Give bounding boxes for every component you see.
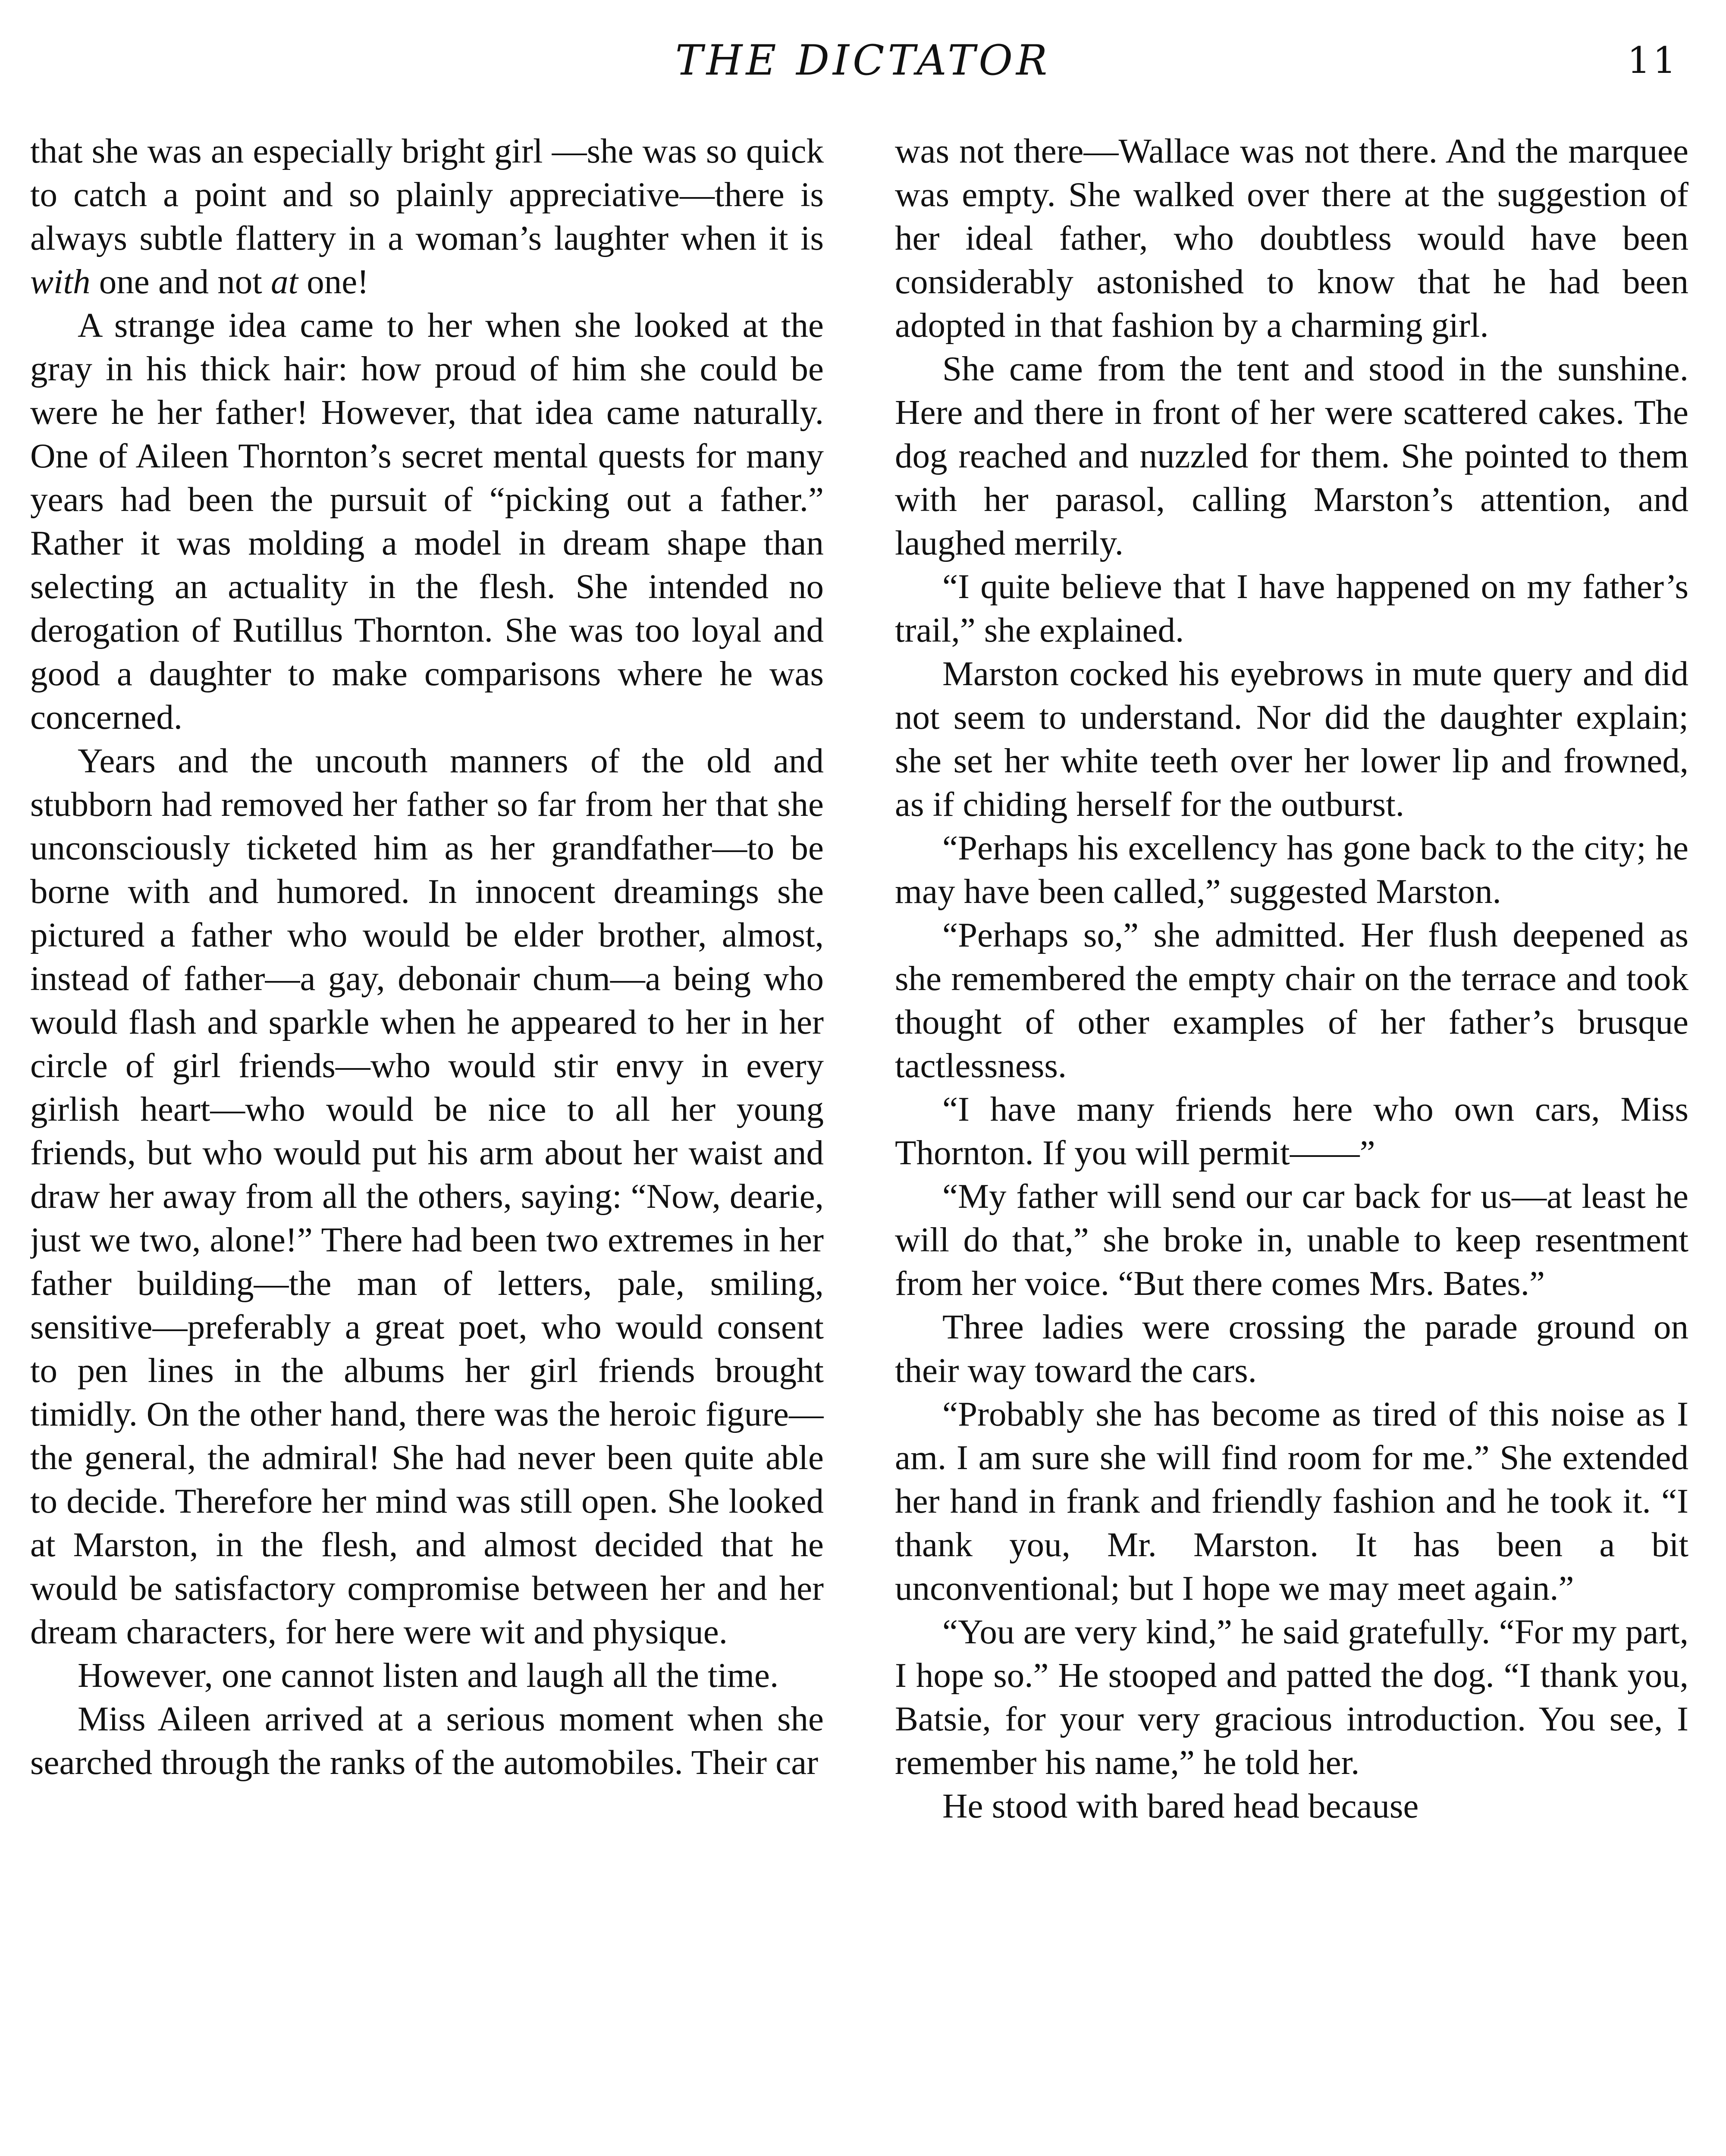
paragraph [895,1610,1688,1784]
text-run: However, one cannot listen and laugh all the time. [78,1656,779,1695]
paragraph [895,1392,1688,1610]
text-run: “Perhaps his excellency has gone back to the city; he may have been called,” suggested Marston. [895,828,1688,911]
text-run: was not there—Wallace was not there. And the marquee was empty. She walked over there at the suggestion of her ideal father, who doubtless would have been considerably astonished to know that he had been adopted in that fashion by a charming girl. [895,132,1688,345]
text-run: one and not [90,262,271,301]
text-run: “My father will send our car back for us—at least he will do that,” she broke in, unable to keep resentment from her voice. “But there comes Mrs. Bates.” [895,1177,1688,1303]
paragraph [895,1784,1688,1828]
text-run: “Perhaps so,” she admitted. Her flush deepened as she remembered the empty chair on the terrace and took thought of other examples of her father’s brusque tactlessness. [895,915,1688,1085]
paragraph [30,1654,824,1697]
paragraph [30,304,824,739]
paragraph [895,1087,1688,1175]
paragraph [895,652,1688,826]
text-run: “I quite believe that I have happened on my father’s trail,” she explained. [895,567,1688,649]
text-run: Miss Aileen arrived at a serious moment when she searched through the ranks of the automobiles. Their car [30,1699,824,1782]
left-column [30,129,824,2156]
paragraph [895,1305,1688,1392]
text-run: He stood with bared head because [942,1786,1419,1825]
paragraph [895,565,1688,652]
right-column [895,129,1688,2156]
paragraph [895,1175,1688,1305]
paragraph [30,129,824,304]
paragraph [895,129,1688,347]
text-columns [0,129,1726,2156]
page-header [0,34,1726,95]
text-run: that she was an especially bright girl —she was so quick to catch a point and so plainly appreciative—there is always subtle flattery in a woman’s laughter when it is [30,132,824,257]
text-run: “You are very kind,” he said gratefully. “For my part, I hope so.” He stooped and patted the dog. “I thank you, Batsie, for your very gracious introduction. You see, I remember his name,” he told her. [895,1612,1688,1782]
paragraph [895,913,1688,1087]
paragraph [30,1697,824,1784]
text-run: Years and the uncouth manners of the old and stubborn had removed her father so far from her that she unconsciously ticketed him as her grandfather—to be borne with and humored. In innocent dreamings she pictured a father who would be elder brother, almost, instead of father—a gay, debonair chum—a being who would flash and sparkle when he appeared to her in her circle of girl friends—who would stir envy in every girlish heart—who would be nice to all her young friends, but who would put his arm about her waist and draw her away from all the others, saying: “Now, dearie, just we two, alone!” There had been two extremes in her father building—the man of letters, pale, smiling, sensitive—preferably a great poet, who would consent to pen lines in the albums her girl friends brought timidly. On the other hand, there was the heroic figure—the general, the admiral! She had never been quite able to decide. Therefore her mind was still open. She looked at Marston, in the flesh, and almost decided that he would be satisfactory compromise between her and her dream characters, for here were wit and physique. [30,741,824,1651]
text-run: Three ladies were crossing the parade ground on their way toward the cars. [895,1307,1688,1390]
text-run: “I have many friends here who own cars, Miss Thornton. If you will permit——” [895,1090,1688,1172]
italic-text: at [270,262,298,301]
text-run: Marston cocked his eyebrows in mute query and did not seem to understand. Nor did the daughter explain; she set her white teeth over her lower lip and frowned, as if chiding herself for the outburst. [895,654,1688,824]
text-run: A strange idea came to her when she looked at the gray in his thick hair: how proud of him she could be were he her father! However, that idea came naturally. One of Aileen Thornton’s secret mental quests for many years had been the pursuit of “picking out a father.” Rather it was molding a model in dream shape than selecting an actuality in the flesh. She intended no derogation of Rutillus Thornton. She was too loyal and good a daughter to make comparisons where he was concerned. [30,306,824,736]
paragraph [30,739,824,1654]
text-run: one! [298,262,369,301]
page-number: 11 [1627,39,1679,81]
text-run: “Probably she has become as tired of this noise as I am. I am sure she will find room for me.” She extended her hand in frank and friendly fashion and he took it. “I thank you, Mr. Marston. It has been a bit unconventional; but I hope we may meet again.” [895,1395,1688,1608]
text-run: She came from the tent and stood in the sunshine. Here and there in front of her were scattered cakes. The dog reached and nuzzled for them. She pointed to them with her parasol, calling Marston’s attention, and laughed merrily. [895,349,1688,562]
italic-text: with [30,262,91,301]
paragraph [895,347,1688,565]
running-title: THE DICTATOR [675,36,1051,85]
paragraph [895,826,1688,913]
